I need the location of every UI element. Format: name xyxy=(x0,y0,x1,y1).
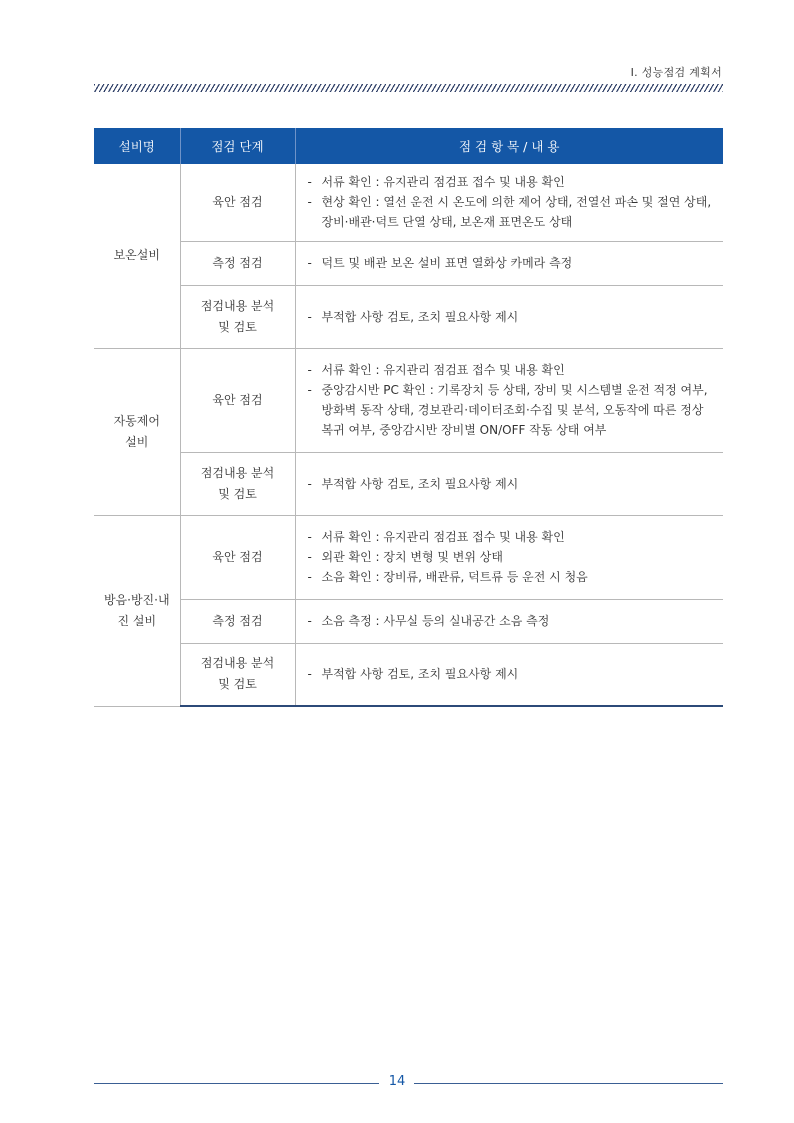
stage-cell: 점검내용 분석 및 검토 xyxy=(180,643,295,706)
column-header-items: 점 검 항 목 / 내 용 xyxy=(295,128,723,164)
column-header-stage: 점검 단계 xyxy=(180,128,295,164)
table-row xyxy=(94,241,723,285)
stage-cell: 육안 점검 xyxy=(180,515,295,599)
stage-cell: 측정 점검 xyxy=(180,241,295,285)
page-number: 14 xyxy=(388,1074,406,1089)
items-cell xyxy=(295,348,723,452)
table-row xyxy=(94,515,723,599)
stage-cell: 측정 점검 xyxy=(180,599,295,643)
running-header: Ⅰ. 성능점검 계획서 xyxy=(630,66,722,79)
items-cell xyxy=(295,452,723,515)
inspection-item: - 외관 확인 : 장치 변형 및 변위 상태 xyxy=(308,547,714,567)
table-row xyxy=(94,452,723,515)
items-cell xyxy=(295,164,723,241)
column-header-equipment: 설비명 xyxy=(94,128,180,164)
equipment-name: 방음·방진·내 진 설비 xyxy=(94,515,180,706)
items-cell xyxy=(295,241,723,285)
inspection-item: - 소음 확인 : 장비류, 배관류, 덕트류 등 운전 시 청음 xyxy=(308,567,714,587)
inspection-item: - 중앙감시반 PC 확인 : 기록장치 등 상태, 장비 및 시스템별 운전 적정 여부, 방화벽 동작 상태, 경보관리·데이터조회·수집 및 분석, 오동작에 따른 정상 복귀 여부, 중앙감시반 장비별 ON/OFF 작동 상태 여부 xyxy=(308,380,714,440)
equipment-name: 자동제어 설비 xyxy=(94,348,180,515)
header-hatch-rule xyxy=(94,84,723,92)
table-header-row xyxy=(94,128,723,164)
inspection-item: - 현상 확인 : 열선 운전 시 온도에 의한 제어 상태, 전열선 파손 및 절연 상태, 장비·배관·덕트 단열 상태, 보온재 표면온도 상태 xyxy=(308,192,714,232)
table-row xyxy=(94,599,723,643)
stage-cell: 육안 점검 xyxy=(180,348,295,452)
table-row xyxy=(94,164,723,241)
items-cell xyxy=(295,599,723,643)
inspection-item: - 서류 확인 : 유지관리 점검표 접수 및 내용 확인 xyxy=(308,360,714,380)
footer-rule-right xyxy=(414,1083,723,1084)
table-row xyxy=(94,285,723,348)
inspection-item: - 부적합 사항 검토, 조치 필요사항 제시 xyxy=(308,474,714,494)
stage-cell: 점검내용 분석 및 검토 xyxy=(180,452,295,515)
items-cell xyxy=(295,285,723,348)
equipment-name: 보온설비 xyxy=(94,164,180,348)
inspection-table xyxy=(94,128,723,707)
inspection-item: - 소음 측정 : 사무실 등의 실내공간 소음 측정 xyxy=(308,611,714,631)
inspection-item: - 부적합 사항 검토, 조치 필요사항 제시 xyxy=(308,664,714,684)
table-row xyxy=(94,348,723,452)
inspection-item: - 덕트 및 배관 보온 설비 표면 열화상 카메라 측정 xyxy=(308,253,714,273)
inspection-item: - 서류 확인 : 유지관리 점검표 접수 및 내용 확인 xyxy=(308,527,714,547)
footer-rule-left xyxy=(94,1083,379,1084)
items-cell xyxy=(295,643,723,706)
stage-cell: 점검내용 분석 및 검토 xyxy=(180,285,295,348)
items-cell xyxy=(295,515,723,599)
stage-cell: 육안 점검 xyxy=(180,164,295,241)
inspection-item: - 부적합 사항 검토, 조치 필요사항 제시 xyxy=(308,307,714,327)
inspection-item: - 서류 확인 : 유지관리 점검표 접수 및 내용 확인 xyxy=(308,172,714,192)
table-row xyxy=(94,643,723,706)
